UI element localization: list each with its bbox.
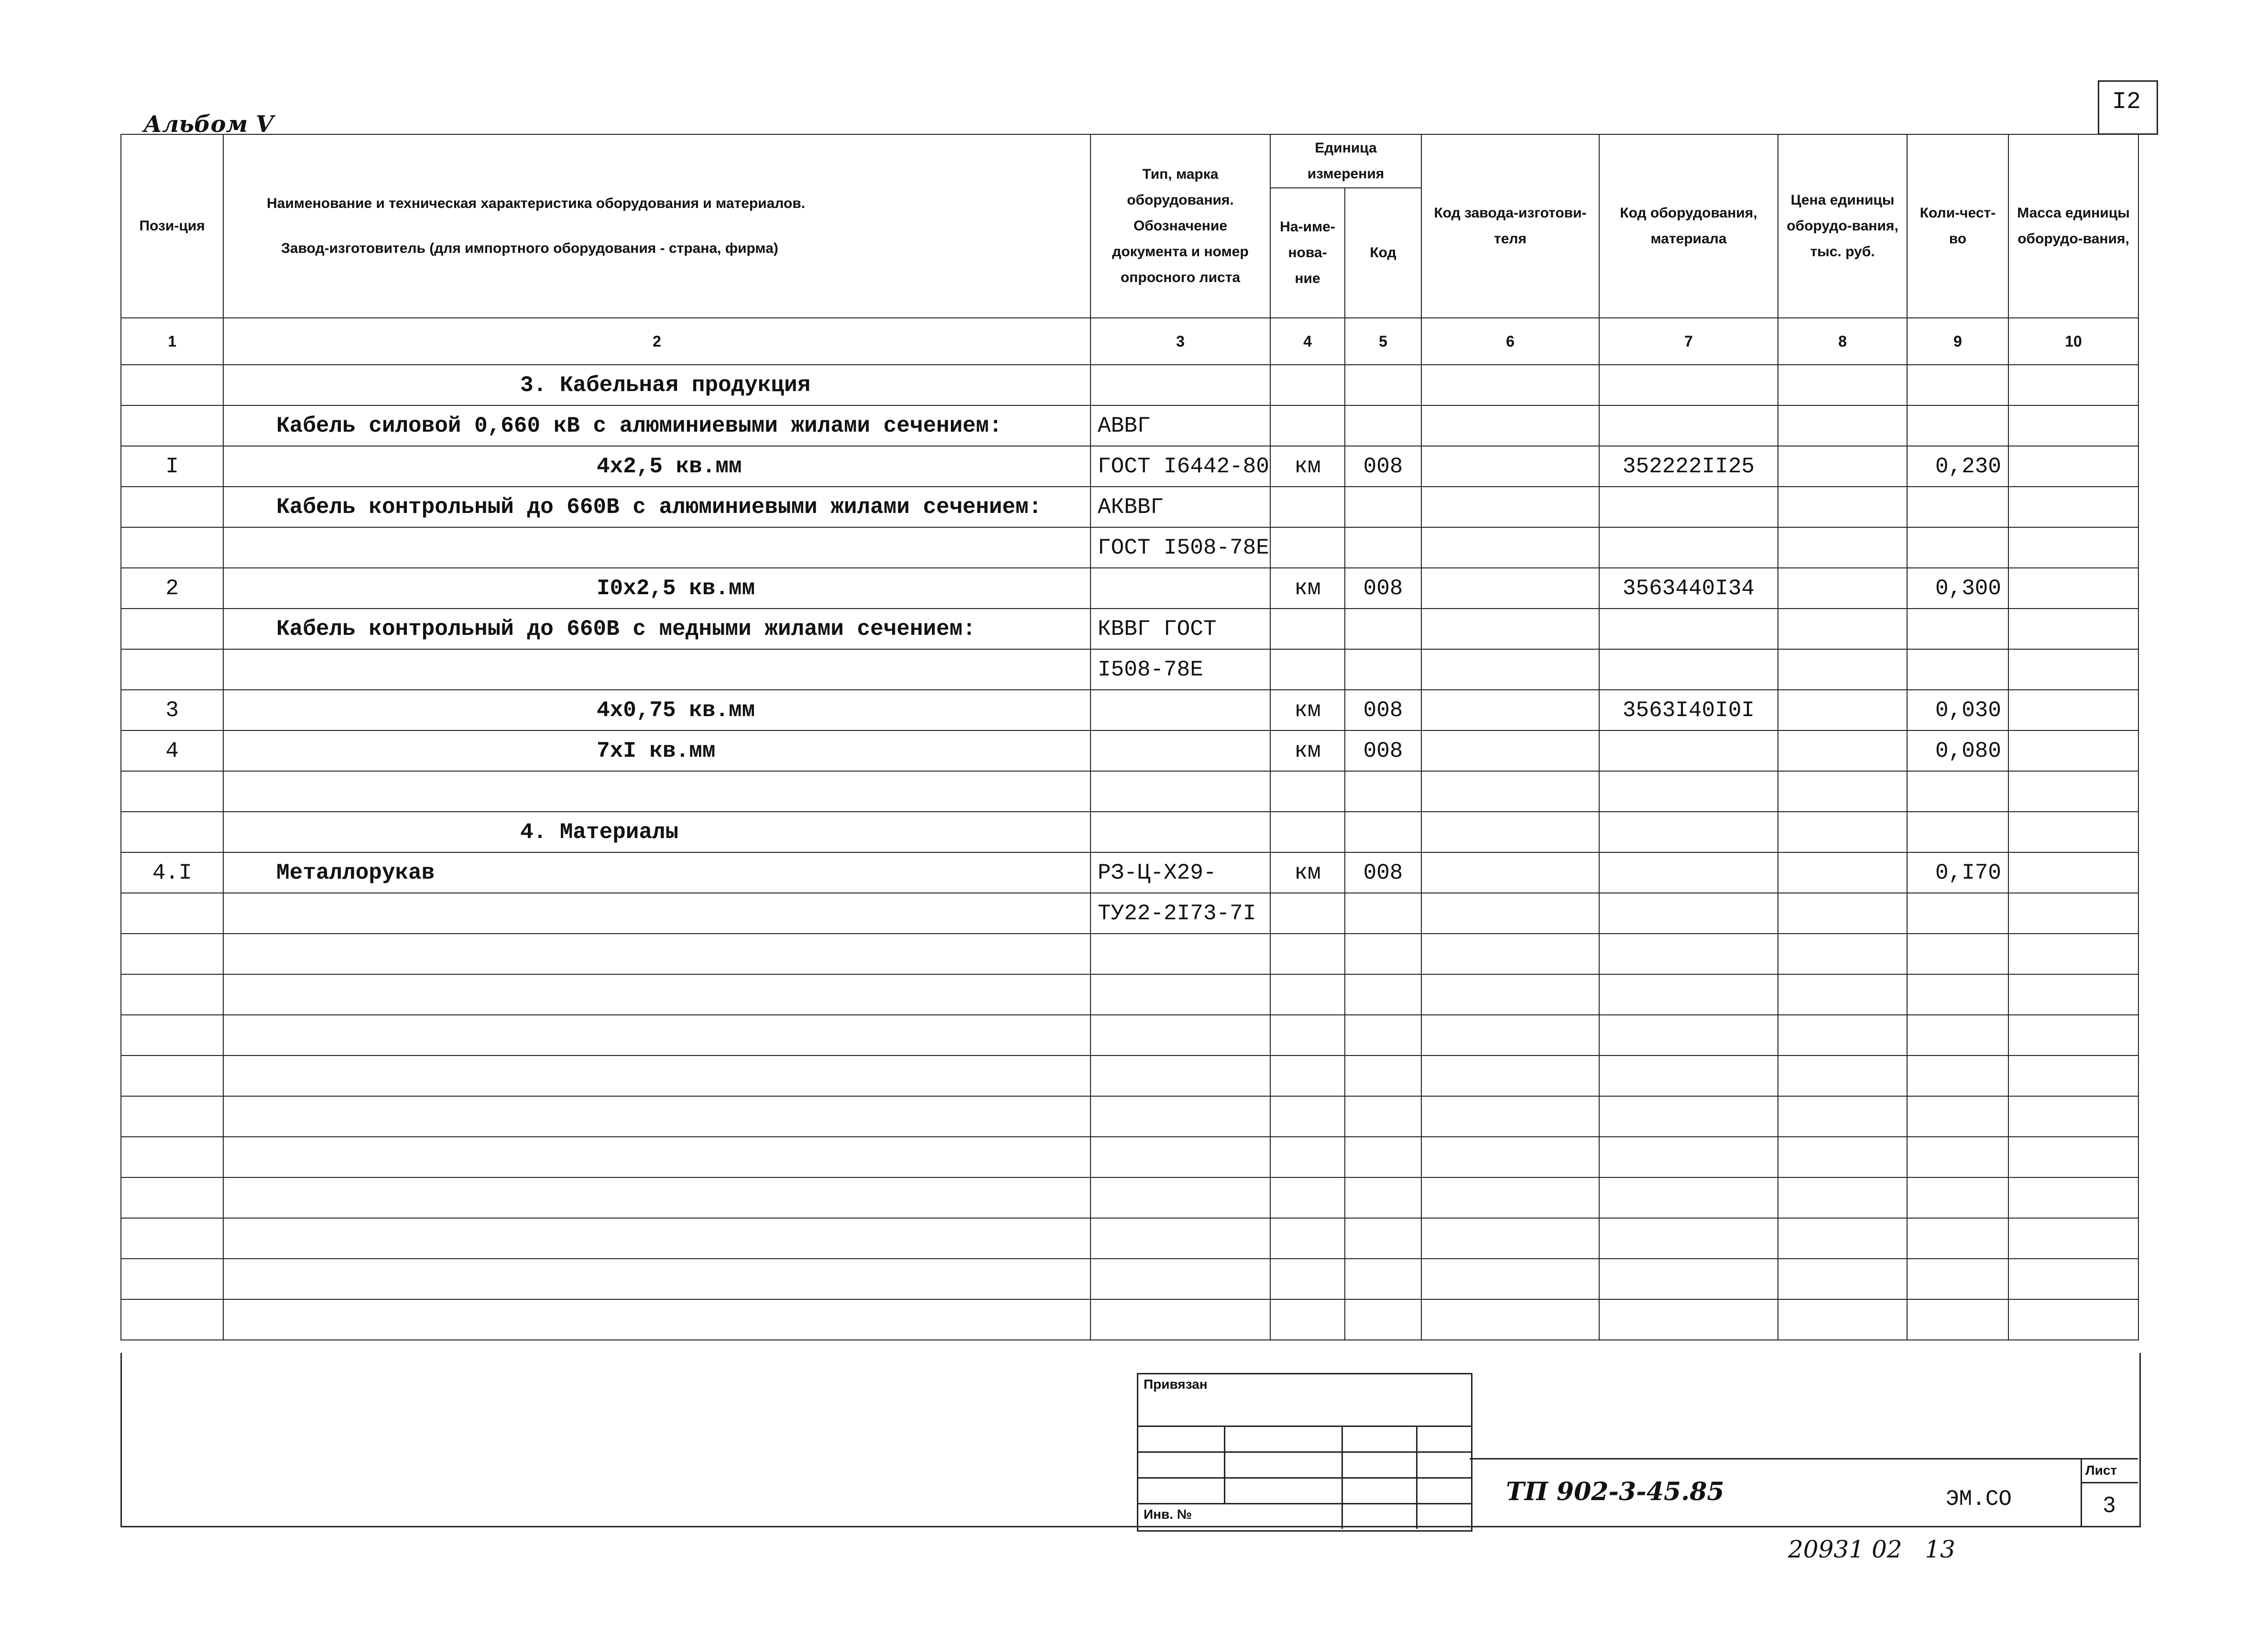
name-cell: Металлорукав bbox=[223, 852, 1090, 893]
unit-code-cell: 008 bbox=[1345, 690, 1421, 730]
empty-cell bbox=[1421, 1137, 1599, 1177]
empty-cell bbox=[1345, 1299, 1421, 1340]
empty-cell bbox=[2008, 1299, 2138, 1340]
empty-cell bbox=[121, 1096, 223, 1137]
name-cell: 4х2,5 кв.мм bbox=[223, 446, 1090, 487]
project-code: ТП 902-3-45.85 bbox=[1506, 1477, 1724, 1506]
empty-cell bbox=[1090, 1218, 1270, 1259]
header-unit-name: На-име-нова-ние bbox=[1270, 188, 1345, 318]
name-cell: 7хI кв.мм bbox=[223, 730, 1090, 771]
position-cell: 2 bbox=[121, 568, 223, 609]
empty-cell bbox=[1907, 1015, 2008, 1056]
empty-cell bbox=[121, 974, 223, 1015]
unit-name-cell bbox=[1270, 487, 1345, 527]
price-cell bbox=[1778, 446, 1907, 487]
table-row bbox=[121, 690, 2138, 730]
mass-cell bbox=[2008, 893, 2138, 934]
price-cell bbox=[1778, 365, 1907, 405]
specification-table bbox=[120, 134, 2139, 1340]
unit-code-cell: 008 bbox=[1345, 852, 1421, 893]
empty-cell bbox=[1599, 1218, 1778, 1259]
plant-code-cell bbox=[1421, 771, 1599, 812]
empty-cell bbox=[1907, 974, 2008, 1015]
header-mass: Масса единицы оборудо-вания, bbox=[2008, 134, 2138, 318]
empty-cell bbox=[1907, 1259, 2008, 1299]
header-quantity: Коли-чест-во bbox=[1907, 134, 2008, 318]
unit-code-cell: 008 bbox=[1345, 568, 1421, 609]
empty-cell bbox=[2008, 1137, 2138, 1177]
empty-cell bbox=[1345, 1056, 1421, 1096]
quantity-cell bbox=[1907, 893, 2008, 934]
empty-cell bbox=[1907, 1299, 2008, 1340]
empty-cell bbox=[1778, 934, 1907, 974]
plant-code-cell bbox=[1421, 365, 1599, 405]
price-cell bbox=[1778, 812, 1907, 852]
empty-cell bbox=[1345, 974, 1421, 1015]
position-cell: 4 bbox=[121, 730, 223, 771]
material-code-cell bbox=[1599, 852, 1778, 893]
plant-code-cell bbox=[1421, 812, 1599, 852]
empty-cell bbox=[1270, 1299, 1345, 1340]
empty-cell bbox=[1090, 974, 1270, 1015]
quantity-cell bbox=[1907, 487, 2008, 527]
table-row bbox=[121, 609, 2138, 649]
table-row bbox=[121, 487, 2138, 527]
unit-code-cell bbox=[1345, 649, 1421, 690]
empty-table-row bbox=[121, 1137, 2138, 1177]
price-cell bbox=[1778, 771, 1907, 812]
empty-cell bbox=[1090, 1259, 1270, 1299]
column-number: 8 bbox=[1778, 318, 1907, 365]
empty-cell bbox=[1090, 1096, 1270, 1137]
empty-cell bbox=[1599, 974, 1778, 1015]
empty-cell bbox=[1421, 974, 1599, 1015]
mass-cell bbox=[2008, 365, 2138, 405]
mass-cell bbox=[2008, 405, 2138, 446]
empty-cell bbox=[1421, 1015, 1599, 1056]
empty-cell bbox=[121, 1259, 223, 1299]
empty-cell bbox=[1345, 1218, 1421, 1259]
plant-code-cell bbox=[1421, 730, 1599, 771]
header-unit-group: Единица измерения bbox=[1270, 134, 1421, 188]
empty-cell bbox=[1907, 1096, 2008, 1137]
name-cell bbox=[223, 893, 1090, 934]
quantity-cell: 0,I70 bbox=[1907, 852, 2008, 893]
unit-name-cell bbox=[1270, 893, 1345, 934]
empty-cell bbox=[2008, 934, 2138, 974]
unit-code-cell bbox=[1345, 405, 1421, 446]
empty-cell bbox=[1778, 1218, 1907, 1259]
column-number: 3 bbox=[1090, 318, 1270, 365]
corner-sheet-number: I2 bbox=[2112, 88, 2141, 116]
type-cell: АКВВГ bbox=[1090, 487, 1270, 527]
price-cell bbox=[1778, 568, 1907, 609]
sheet-label: Лист bbox=[2085, 1463, 2117, 1478]
empty-cell bbox=[1345, 1096, 1421, 1137]
plant-code-cell bbox=[1421, 487, 1599, 527]
mass-cell bbox=[2008, 812, 2138, 852]
type-cell bbox=[1090, 730, 1270, 771]
empty-cell bbox=[121, 1218, 223, 1259]
mass-cell bbox=[2008, 649, 2138, 690]
type-cell bbox=[1090, 690, 1270, 730]
mass-cell bbox=[2008, 568, 2138, 609]
empty-cell bbox=[2008, 1056, 2138, 1096]
table-row bbox=[121, 771, 2138, 812]
column-number: 4 bbox=[1270, 318, 1345, 365]
quantity-cell bbox=[1907, 649, 2008, 690]
price-cell bbox=[1778, 527, 1907, 568]
type-cell: I508-78Е bbox=[1090, 649, 1270, 690]
material-code-cell bbox=[1599, 527, 1778, 568]
name-cell: Кабель контрольный до 660В с медными жилами сечением: bbox=[223, 609, 1090, 649]
empty-cell bbox=[1345, 1137, 1421, 1177]
empty-cell bbox=[1090, 1056, 1270, 1096]
empty-cell bbox=[1421, 1218, 1599, 1259]
unit-name-cell: км bbox=[1270, 730, 1345, 771]
plant-code-cell bbox=[1421, 446, 1599, 487]
header-price: Цена единицы оборудо-вания, тыс. руб. bbox=[1778, 134, 1907, 318]
price-cell bbox=[1778, 649, 1907, 690]
empty-cell bbox=[1421, 1096, 1599, 1137]
position-cell bbox=[121, 812, 223, 852]
empty-cell bbox=[121, 1137, 223, 1177]
empty-cell bbox=[1778, 1177, 1907, 1218]
empty-cell bbox=[1270, 934, 1345, 974]
empty-table-row bbox=[121, 974, 2138, 1015]
empty-cell bbox=[1345, 1177, 1421, 1218]
plant-code-cell bbox=[1421, 893, 1599, 934]
empty-cell bbox=[1907, 1177, 2008, 1218]
name-cell bbox=[223, 649, 1090, 690]
material-code-cell bbox=[1599, 405, 1778, 446]
quantity-cell: 0,230 bbox=[1907, 446, 2008, 487]
empty-cell bbox=[2008, 1218, 2138, 1259]
unit-code-cell bbox=[1345, 893, 1421, 934]
empty-table-row bbox=[121, 1177, 2138, 1218]
empty-cell bbox=[1270, 1218, 1345, 1259]
empty-cell bbox=[223, 1299, 1090, 1340]
empty-cell bbox=[1421, 1299, 1599, 1340]
position-cell bbox=[121, 527, 223, 568]
empty-cell bbox=[1599, 934, 1778, 974]
material-code-cell bbox=[1599, 812, 1778, 852]
type-cell bbox=[1090, 771, 1270, 812]
empty-cell bbox=[1599, 1299, 1778, 1340]
empty-cell bbox=[1090, 934, 1270, 974]
empty-cell bbox=[1270, 1096, 1345, 1137]
material-code-cell bbox=[1599, 609, 1778, 649]
quantity-cell bbox=[1907, 771, 2008, 812]
empty-cell bbox=[1599, 1177, 1778, 1218]
material-code-cell bbox=[1599, 771, 1778, 812]
type-cell: ГОСТ I6442-80 bbox=[1090, 446, 1270, 487]
mass-cell bbox=[2008, 690, 2138, 730]
empty-table-row bbox=[121, 1096, 2138, 1137]
empty-cell bbox=[223, 934, 1090, 974]
empty-cell bbox=[1270, 1137, 1345, 1177]
empty-cell bbox=[1907, 1137, 2008, 1177]
empty-cell bbox=[1345, 1015, 1421, 1056]
mass-cell bbox=[2008, 730, 2138, 771]
unit-name-cell: км bbox=[1270, 852, 1345, 893]
unit-code-cell: 008 bbox=[1345, 730, 1421, 771]
empty-cell bbox=[1421, 1056, 1599, 1096]
unit-code-cell bbox=[1345, 771, 1421, 812]
material-code-cell bbox=[1599, 365, 1778, 405]
empty-cell bbox=[223, 1218, 1090, 1259]
empty-cell bbox=[1599, 1259, 1778, 1299]
column-number: 9 bbox=[1907, 318, 2008, 365]
header-name-line2: Завод-изготовитель (для импортного оборудования - страна, фирма) bbox=[281, 240, 778, 256]
column-number: 2 bbox=[223, 318, 1090, 365]
header-plant-code: Код завода-изготови-теля bbox=[1421, 134, 1599, 318]
position-cell bbox=[121, 649, 223, 690]
mass-cell bbox=[2008, 487, 2138, 527]
empty-cell bbox=[2008, 1177, 2138, 1218]
empty-table-row bbox=[121, 1015, 2138, 1056]
title-block-frame bbox=[120, 1353, 2141, 1527]
empty-cell bbox=[121, 1177, 223, 1218]
empty-cell bbox=[121, 1015, 223, 1056]
empty-cell bbox=[1421, 1177, 1599, 1218]
empty-cell bbox=[1778, 1137, 1907, 1177]
price-cell bbox=[1778, 609, 1907, 649]
table-row bbox=[121, 527, 2138, 568]
empty-table-row bbox=[121, 1218, 2138, 1259]
price-cell bbox=[1778, 405, 1907, 446]
empty-cell bbox=[223, 1056, 1090, 1096]
material-code-cell bbox=[1599, 487, 1778, 527]
empty-table-row bbox=[121, 1056, 2138, 1096]
plant-code-cell bbox=[1421, 852, 1599, 893]
name-cell: 4х0,75 кв.мм bbox=[223, 690, 1090, 730]
table-row bbox=[121, 365, 2138, 405]
header-material-code: Код оборудования, материала bbox=[1599, 134, 1778, 318]
unit-code-cell bbox=[1345, 365, 1421, 405]
header-type: Тип, марка оборудования. Обозначение документа и номер опросного листа bbox=[1090, 134, 1270, 318]
registration-number: 20931 02 13 bbox=[1788, 1535, 1955, 1563]
empty-cell bbox=[2008, 1015, 2138, 1056]
table-row bbox=[121, 405, 2138, 446]
empty-cell bbox=[1421, 934, 1599, 974]
quantity-cell bbox=[1907, 405, 2008, 446]
album-label: Альбом V bbox=[143, 111, 274, 138]
column-number: 5 bbox=[1345, 318, 1421, 365]
name-cell: I0х2,5 кв.мм bbox=[223, 568, 1090, 609]
empty-cell bbox=[1778, 1015, 1907, 1056]
material-code-cell: 352222II25 bbox=[1599, 446, 1778, 487]
quantity-cell bbox=[1907, 365, 2008, 405]
name-cell: Кабель силовой 0,660 кВ с алюминиевыми жилами сечением: bbox=[223, 405, 1090, 446]
position-cell: 3 bbox=[121, 690, 223, 730]
price-cell bbox=[1778, 690, 1907, 730]
empty-table-row bbox=[121, 934, 2138, 974]
name-cell: 3. Кабельная продукция bbox=[223, 365, 1090, 405]
price-cell bbox=[1778, 893, 1907, 934]
empty-cell bbox=[223, 1015, 1090, 1056]
empty-cell bbox=[1270, 1015, 1345, 1056]
empty-cell bbox=[2008, 1259, 2138, 1299]
column-number: 1 bbox=[121, 318, 223, 365]
price-cell bbox=[1778, 487, 1907, 527]
empty-cell bbox=[1090, 1015, 1270, 1056]
inventory-number-label: Инв. № bbox=[1144, 1507, 1192, 1522]
mass-cell bbox=[2008, 852, 2138, 893]
table-row bbox=[121, 812, 2138, 852]
plant-code-cell bbox=[1421, 568, 1599, 609]
material-code-cell bbox=[1599, 730, 1778, 771]
table-row bbox=[121, 568, 2138, 609]
empty-cell bbox=[1778, 974, 1907, 1015]
position-cell bbox=[121, 771, 223, 812]
unit-code-cell bbox=[1345, 812, 1421, 852]
table-row bbox=[121, 893, 2138, 934]
unit-name-cell bbox=[1270, 812, 1345, 852]
position-cell: 4.I bbox=[121, 852, 223, 893]
empty-cell bbox=[1599, 1137, 1778, 1177]
name-cell: Кабель контрольный до 660В с алюминиевыми жилами сечением: bbox=[223, 487, 1090, 527]
unit-name-cell bbox=[1270, 771, 1345, 812]
empty-cell bbox=[1090, 1299, 1270, 1340]
position-cell bbox=[121, 487, 223, 527]
name-cell bbox=[223, 771, 1090, 812]
header-name bbox=[223, 134, 1090, 318]
empty-cell bbox=[1778, 1299, 1907, 1340]
column-number-row bbox=[121, 318, 2138, 365]
empty-cell bbox=[223, 1137, 1090, 1177]
empty-cell bbox=[121, 1299, 223, 1340]
column-number: 7 bbox=[1599, 318, 1778, 365]
mass-cell bbox=[2008, 771, 2138, 812]
empty-cell bbox=[1270, 1259, 1345, 1299]
empty-cell bbox=[1599, 1056, 1778, 1096]
unit-name-cell: км bbox=[1270, 568, 1345, 609]
position-cell bbox=[121, 405, 223, 446]
plant-code-cell bbox=[1421, 649, 1599, 690]
empty-cell bbox=[1270, 974, 1345, 1015]
quantity-cell bbox=[1907, 527, 2008, 568]
empty-cell bbox=[121, 934, 223, 974]
type-cell bbox=[1090, 812, 1270, 852]
unit-code-cell: 008 bbox=[1345, 446, 1421, 487]
unit-code-cell bbox=[1345, 527, 1421, 568]
quantity-cell: 0,030 bbox=[1907, 690, 2008, 730]
quantity-cell: 0,080 bbox=[1907, 730, 2008, 771]
material-code-cell: 3563440I34 bbox=[1599, 568, 1778, 609]
position-cell: I bbox=[121, 446, 223, 487]
unit-name-cell: км bbox=[1270, 690, 1345, 730]
mass-cell bbox=[2008, 446, 2138, 487]
quantity-cell: 0,300 bbox=[1907, 568, 2008, 609]
empty-cell bbox=[1778, 1056, 1907, 1096]
material-code-cell: 3563I40I0I bbox=[1599, 690, 1778, 730]
unit-name-cell bbox=[1270, 527, 1345, 568]
type-cell: ГОСТ I508-78Е bbox=[1090, 527, 1270, 568]
table-row bbox=[121, 649, 2138, 690]
price-cell bbox=[1778, 730, 1907, 771]
name-cell bbox=[223, 527, 1090, 568]
empty-cell bbox=[1599, 1015, 1778, 1056]
type-cell bbox=[1090, 365, 1270, 405]
type-cell: АВВГ bbox=[1090, 405, 1270, 446]
header-unit-code: Код bbox=[1345, 188, 1421, 318]
empty-cell bbox=[121, 1056, 223, 1096]
header-name-line1: Наименование и техническая характеристика оборудования и материалов. bbox=[267, 196, 806, 211]
type-cell: ТУ22-2I73-7I bbox=[1090, 893, 1270, 934]
quantity-cell bbox=[1907, 812, 2008, 852]
empty-cell bbox=[1599, 1096, 1778, 1137]
position-cell bbox=[121, 609, 223, 649]
unit-name-cell bbox=[1270, 365, 1345, 405]
empty-cell bbox=[1090, 1177, 1270, 1218]
material-code-cell bbox=[1599, 893, 1778, 934]
unit-name-cell bbox=[1270, 649, 1345, 690]
column-number: 6 bbox=[1421, 318, 1599, 365]
empty-cell bbox=[2008, 1096, 2138, 1137]
position-cell bbox=[121, 365, 223, 405]
header-position: Пози-ция bbox=[121, 134, 223, 318]
empty-cell bbox=[2008, 974, 2138, 1015]
empty-cell bbox=[1421, 1259, 1599, 1299]
name-cell: 4. Материалы bbox=[223, 812, 1090, 852]
price-cell bbox=[1778, 852, 1907, 893]
empty-cell bbox=[1345, 1259, 1421, 1299]
empty-cell bbox=[223, 974, 1090, 1015]
quantity-cell bbox=[1907, 609, 2008, 649]
plant-code-cell bbox=[1421, 527, 1599, 568]
empty-cell bbox=[1778, 1259, 1907, 1299]
empty-cell bbox=[1270, 1056, 1345, 1096]
unit-code-cell bbox=[1345, 609, 1421, 649]
table-row bbox=[121, 446, 2138, 487]
plant-code-cell bbox=[1421, 405, 1599, 446]
empty-cell bbox=[223, 1096, 1090, 1137]
unit-code-cell bbox=[1345, 487, 1421, 527]
unit-name-cell bbox=[1270, 609, 1345, 649]
empty-cell bbox=[1778, 1096, 1907, 1137]
position-cell bbox=[121, 893, 223, 934]
privyazan-label: Привязан bbox=[1144, 1377, 1208, 1392]
type-cell: КВВГ ГОСТ bbox=[1090, 609, 1270, 649]
table-row bbox=[121, 852, 2138, 893]
sheet-number: 3 bbox=[2103, 1492, 2115, 1517]
material-code-cell bbox=[1599, 649, 1778, 690]
column-number: 10 bbox=[2008, 318, 2138, 365]
plant-code-cell bbox=[1421, 690, 1599, 730]
document-mark: ЭМ.СО bbox=[1946, 1487, 2012, 1512]
empty-cell bbox=[1345, 934, 1421, 974]
mass-cell bbox=[2008, 609, 2138, 649]
unit-name-cell bbox=[1270, 405, 1345, 446]
empty-cell bbox=[1907, 934, 2008, 974]
empty-cell bbox=[223, 1259, 1090, 1299]
empty-cell bbox=[1270, 1177, 1345, 1218]
plant-code-cell bbox=[1421, 609, 1599, 649]
type-cell bbox=[1090, 568, 1270, 609]
empty-cell bbox=[1907, 1056, 2008, 1096]
empty-table-row bbox=[121, 1299, 2138, 1340]
empty-table-row bbox=[121, 1259, 2138, 1299]
type-cell: РЗ-Ц-Х29- bbox=[1090, 852, 1270, 893]
mass-cell bbox=[2008, 527, 2138, 568]
empty-cell bbox=[1090, 1137, 1270, 1177]
table-row bbox=[121, 730, 2138, 771]
empty-cell bbox=[223, 1177, 1090, 1218]
empty-cell bbox=[1907, 1218, 2008, 1259]
unit-name-cell: км bbox=[1270, 446, 1345, 487]
